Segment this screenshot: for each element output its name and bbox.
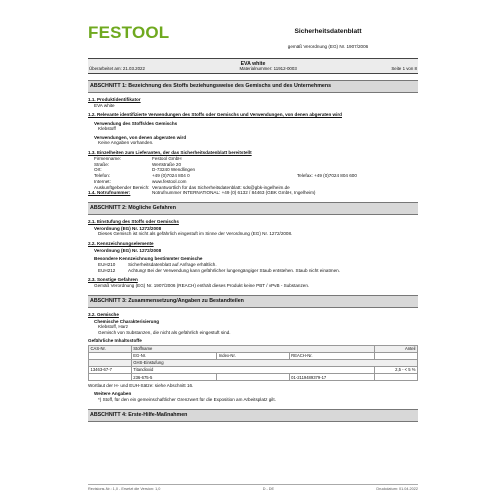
street-value: Wertstraße 20 [152,161,182,167]
table-header-row [89,345,418,352]
phone-key: Telefon: [94,173,111,179]
firm-key: Firmenname: [94,155,122,161]
ingredients-table [88,345,418,381]
revision-number: Revisions-Nr.: 1,0 - Ersetzt die Version: 1,0 [88,486,161,491]
dept-value: Verantwortlich für das Sicherheitsdatenblatt: sds@gbk-ingelheim.de [152,184,290,190]
euh210-code: EUH210 [98,261,116,267]
chemical-characterization-label: Chemische Charakterisierung [94,318,160,324]
use-value: Klebstoff [98,126,116,132]
revision-date: Überarbeitet am: 21.03.2022 [89,66,145,71]
table-cell: Titandioxid [131,367,374,374]
section-2-heading: ABSCHNITT 2: Mögliche Gefahren [88,202,418,215]
web-link[interactable]: www.festool.com [152,178,187,184]
subsection-1-3: 1.3. Einzelheiten zum Lieferanten, der das Sicherheitsdatenblatt bereitstellt [88,150,252,156]
section-4-heading: ABSCHNITT 4: Erste-Hilfe-Maßnahmen [88,409,418,422]
euh212-code: EUH212 [98,267,116,273]
firm-value: Festool GmbH [152,155,182,161]
hazard-statement-euh212 [88,268,418,274]
regulation-label-2: Verordnung (EG) Nr. 1272/2008 [94,247,162,253]
subsection-2-3: 2.3. Sonstige Gefahren [88,277,138,283]
section-1-heading: ABSCHNITT 1: Bezeichnung des Stoffs beziehungsweise des Gemischs und des Unternehmens [88,80,418,93]
table-cell [89,360,132,367]
table-cell: 01-2119489379-17 [289,374,375,381]
festool-logo: FESTOOL [88,23,170,42]
material-number: Materialnummer: 11912-0003 [239,66,297,71]
chemical-line-1: Klebstoff, Harz [98,324,129,330]
subsection-1-1: 1.1. Produktidentifikator [88,96,141,102]
subsection-3-2: 3.2. Gemische [88,311,119,317]
hazardous-ingredients-label: Gefährliche Inhaltsstoffe [88,338,142,344]
table-cell [217,374,289,381]
advised-value: Keine Angaben vorhanden. [98,140,154,146]
page-footer [88,484,418,491]
table-cell: 2,5 - < 5 % [375,367,418,374]
fax-value: Telefax: +49 (0)7024 804 600 [297,173,357,179]
euh212-text: Achtung! Bei der Verwendung kann gefährlicher lungengängiger Staub entstehen. Staub nicht einatmen. [128,267,340,273]
table-cell: 13463-67-7 [89,367,132,374]
use-label: Verwendung des Stoffs/des Gemischs [94,120,178,126]
table-cell [375,353,418,360]
document-header [88,0,418,58]
product-bar [88,58,418,74]
table-cell: Index-Nr. [217,353,289,360]
city-key: Ort: [94,167,102,173]
table-row [89,374,418,381]
product-name: EVA white [240,60,266,67]
emergency-number: Notrufnummer INTERNATIONAL: +49 (0) 6132 / 84463 (GBK GmbH, Ingelheim) [152,190,316,196]
other-hazards-text: Gemäß Verordnung (EG) Nr. 1907/2006 (REACH) enthält dieses Produkt keine PBT / vPvB - Substanzen. [94,283,310,289]
table-cell: Stoffname [131,345,374,352]
product-identifier: EVA white [94,102,115,108]
table-header-row [89,360,418,367]
subsection-1-4: 1.4. Notrufnummer: [88,190,131,196]
regulation-subtitle: gemäß Verordnung (EG) Nr. 1907/2006 [287,44,369,49]
web-key: Internet: [94,178,111,184]
table-cell: CAS-Nr. [89,345,132,352]
city-value: D-73240 Wendlingen [152,167,196,173]
page-number: Seite 1 von 8 [391,66,417,71]
phone-value: +49 (0)7024 804 0 [152,173,190,179]
dept-key: Auskunftgebender Bereich: [94,184,150,190]
print-date: Druckdatum: 01.04.2022 [376,486,418,491]
subsection-2-2: 2.2. Kennzeichnungselemente [88,241,154,247]
wording-note: Wortlaut der H- und EUH-Sätze: siehe Abschnitt 16. [88,383,194,389]
further-info-text: *) Stoff, für den ein gemeinschaftlicher Grenzwert für die Exposition am Arbeitsplatz gilt. [98,397,276,403]
table-cell: 236-675-5 [131,374,217,381]
further-info-label: Weitere Angaben [94,391,132,397]
street-key: Straße: [94,161,110,167]
subsection-1-2: 1.2. Relevante identifizierte Verwendungen des Stoffs oder Gemischs und Verwendungen, von denen abgeraten wird [88,112,342,118]
section-3-heading: ABSCHNITT 3: Zusammensetzung/Angaben zu Bestandteilen [88,295,418,308]
table-row [89,367,418,374]
table-cell: REACH-Nr. [289,353,375,360]
chemical-line-2: Gemisch von Substanzen, die nicht als gefährlich eingestuft sind. [98,330,231,336]
table-cell: Anteil [375,345,418,352]
emergency-row [88,190,418,196]
product-meta [89,66,417,72]
advised-label: Verwendungen, von denen abgeraten wird [94,134,187,140]
supplier-phone-row [88,173,418,179]
table-cell: GHS-Einstufung [131,360,417,367]
classification-text: Dieses Gemisch ist nicht als gefährlich eingestuft im Sinne der Verordnung (EG) Nr. 1272/2008. [98,231,293,237]
document-title: Sicherheitsdatenblatt [294,28,362,35]
locale-code: D - DE [262,486,275,491]
table-cell [375,374,418,381]
table-cell: EG-Nr. [131,353,217,360]
table-cell [89,353,132,360]
subsection-2-1: 2.1. Einstufung des Stoffs oder Gemischs [88,218,179,224]
special-labelling-label: Besondere Kennzeichnung bestimmter Gemische [94,256,203,262]
euh210-text: Sicherheitsdatenblatt auf Anfrage erhältlich. [128,261,217,267]
regulation-label: Verordnung (EG) Nr. 1272/2008 [94,225,162,231]
table-header-row [89,353,418,360]
table-cell [89,374,132,381]
